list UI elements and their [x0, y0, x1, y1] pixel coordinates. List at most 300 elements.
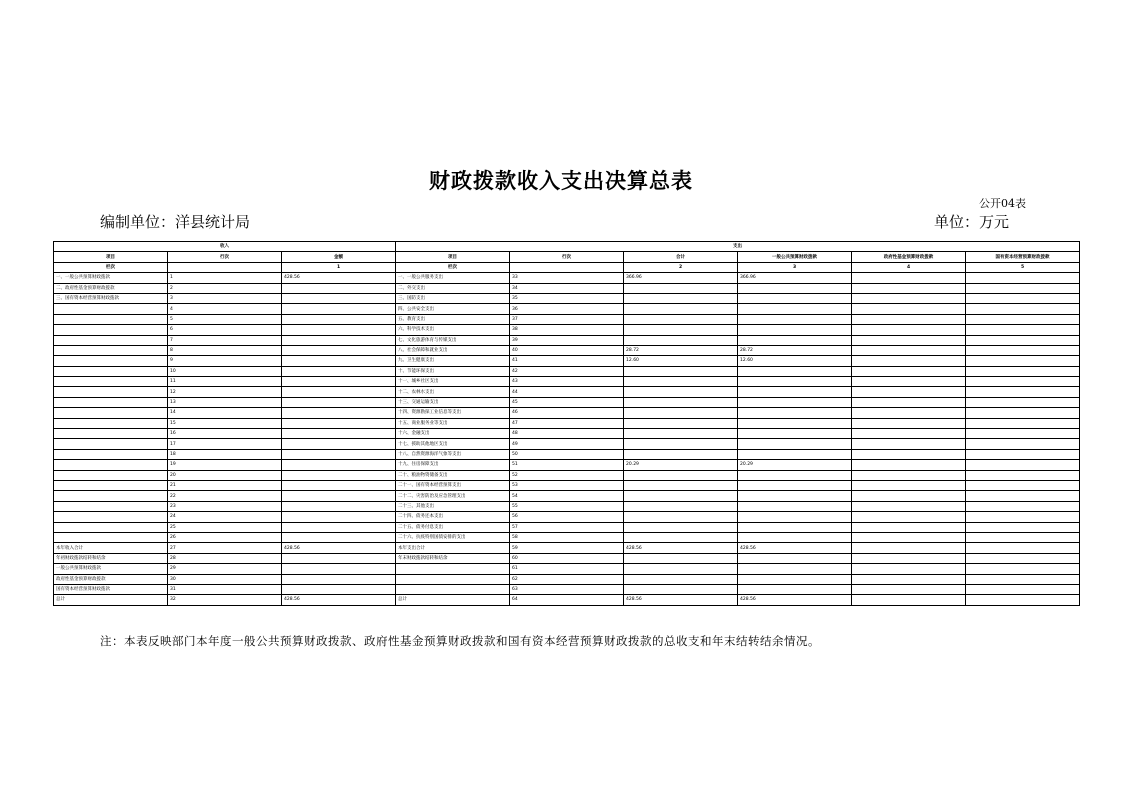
expense-state-capital-cell: [966, 522, 1080, 532]
expense-state-capital-cell: [966, 584, 1080, 594]
expense-row-no-cell: 54: [510, 491, 624, 501]
income-amount-cell: [282, 314, 396, 324]
expense-gov-fund-cell: [852, 532, 966, 542]
income-row-no-cell: 5: [168, 314, 282, 324]
income-amount-cell: [282, 449, 396, 459]
expense-item-cell: 十、节能环保支出: [396, 366, 510, 376]
expense-gov-fund-cell: [852, 408, 966, 418]
expense-gov-fund-cell: [852, 449, 966, 459]
expense-state-capital-cell: [966, 449, 1080, 459]
income-row-no-cell: 22: [168, 491, 282, 501]
expense-total-cell: [624, 304, 738, 314]
table-row: [54, 345, 1080, 355]
expense-row-no-cell: 33: [510, 273, 624, 283]
expense-general-cell: [738, 574, 852, 584]
expense-row-no-cell: 37: [510, 314, 624, 324]
income-row-no-cell: 11: [168, 377, 282, 387]
expense-row-no-cell: 44: [510, 387, 624, 397]
expense-gov-fund-cell: [852, 470, 966, 480]
expense-item-cell: 十七、援助其他地区支出: [396, 439, 510, 449]
income-amount-cell: [282, 439, 396, 449]
expense-state-capital-cell: [966, 387, 1080, 397]
table-body: [54, 273, 1080, 606]
lanci-label: 栏次: [54, 262, 168, 272]
expense-general-cell: 366.96: [738, 273, 852, 283]
income-row-no-cell: 10: [168, 366, 282, 376]
income-amount-cell: [282, 356, 396, 366]
expense-total-cell: [624, 501, 738, 511]
table-row: [54, 335, 1080, 345]
income-item-cell: [54, 429, 168, 439]
expense-item-cell: 二十三、其他支出: [396, 501, 510, 511]
expense-gov-fund-cell: [852, 512, 966, 522]
income-row-no-cell: 28: [168, 553, 282, 563]
expense-row-no-cell: 55: [510, 501, 624, 511]
expense-total-cell: [624, 377, 738, 387]
expense-item-cell: 十五、商业服务业等支出: [396, 418, 510, 428]
income-row-no-cell: 4: [168, 304, 282, 314]
expense-state-capital-cell: [966, 470, 1080, 480]
expense-gov-fund-cell: [852, 491, 966, 501]
income-amount-cell: [282, 522, 396, 532]
income-item-cell: [54, 532, 168, 542]
expense-row-no-cell: 59: [510, 543, 624, 553]
expense-gov-fund-cell: [852, 325, 966, 335]
expense-total-cell: [624, 418, 738, 428]
income-item-cell: 年初财政拨款结转和结余: [54, 553, 168, 563]
expense-gov-fund-cell: [852, 460, 966, 470]
expense-row-no-cell: 64: [510, 595, 624, 605]
income-amount-cell: [282, 418, 396, 428]
income-item-cell: [54, 501, 168, 511]
expense-general-cell: [738, 553, 852, 563]
expense-gov-fund-cell: [852, 387, 966, 397]
income-row-no-cell: 7: [168, 335, 282, 345]
expense-general-cell: [738, 449, 852, 459]
expense-gov-fund-cell: [852, 584, 966, 594]
expense-state-capital-cell: [966, 532, 1080, 542]
expense-item-cell: 二十四、债务还本支出: [396, 512, 510, 522]
expense-total-cell: [624, 397, 738, 407]
income-item-cell: [54, 366, 168, 376]
expense-total-cell: [624, 449, 738, 459]
expense-item-cell: 十八、自然资源海洋气象等支出: [396, 449, 510, 459]
table-row: [54, 584, 1080, 594]
expense-row-no-cell: 42: [510, 366, 624, 376]
col-row-header: 行次: [168, 252, 282, 262]
footnote: 注：本表反映部门本年度一般公共预算财政拨款、政府性基金预算财政拨款和国有资本经营预算财政拨款的总收支和年末结转结余情况。: [100, 634, 820, 648]
expense-general-cell: [738, 501, 852, 511]
income-item-cell: [54, 408, 168, 418]
table-row: [54, 325, 1080, 335]
income-item-cell: [54, 335, 168, 345]
income-item-cell: [54, 480, 168, 490]
expense-item-cell: 三、国防支出: [396, 293, 510, 303]
income-row-no-cell: 26: [168, 532, 282, 542]
expense-general-cell: [738, 408, 852, 418]
currency-unit: 单位：万元: [933, 213, 1009, 231]
income-item-cell: [54, 522, 168, 532]
expense-item-cell: 九、卫生健康支出: [396, 356, 510, 366]
expense-gov-fund-cell: [852, 273, 966, 283]
income-item-cell: [54, 314, 168, 324]
expense-gov-fund-cell: [852, 480, 966, 490]
expense-general-cell: [738, 584, 852, 594]
expense-item-cell: 二十五、债务付息支出: [396, 522, 510, 532]
expense-total-cell: [624, 408, 738, 418]
income-item-cell: [54, 356, 168, 366]
income-row-no-cell: 9: [168, 356, 282, 366]
expense-row-no-cell: 41: [510, 356, 624, 366]
expense-row-no-cell: 51: [510, 460, 624, 470]
expense-general-cell: [738, 418, 852, 428]
expense-general-cell: [738, 491, 852, 501]
expense-state-capital-cell: [966, 366, 1080, 376]
table-row: [54, 304, 1080, 314]
table-row: [54, 314, 1080, 324]
expense-total-cell: [624, 553, 738, 563]
income-amount-cell: 428.56: [282, 543, 396, 553]
expense-general-cell: [738, 429, 852, 439]
income-item-cell: [54, 491, 168, 501]
income-row-no-cell: 6: [168, 325, 282, 335]
expense-item-cell: 本年支出合计: [396, 543, 510, 553]
income-amount-cell: [282, 584, 396, 594]
income-amount-cell: [282, 304, 396, 314]
lanci-num-5: 5: [966, 262, 1080, 272]
expense-total-cell: [624, 584, 738, 594]
expense-item-cell: 十二、农林水支出: [396, 387, 510, 397]
table-row: [54, 553, 1080, 563]
table-row: [54, 470, 1080, 480]
income-item-cell: 二、政府性基金预算财政拨款: [54, 283, 168, 293]
expense-state-capital-cell: [966, 480, 1080, 490]
expense-item-cell: 年末财政拨款结转和结余: [396, 553, 510, 563]
table-row: [54, 522, 1080, 532]
table-row: [54, 273, 1080, 283]
income-row-no-cell: 18: [168, 449, 282, 459]
header-row-lanci: [54, 262, 1080, 272]
expense-gov-fund-cell: [852, 314, 966, 324]
lanci2-empty: [510, 262, 624, 272]
income-item-cell: [54, 345, 168, 355]
expense-row-no-cell: 36: [510, 304, 624, 314]
expense-total-cell: [624, 470, 738, 480]
expense-gov-fund-cell: [852, 335, 966, 345]
income-row-no-cell: 2: [168, 283, 282, 293]
income-row-no-cell: 15: [168, 418, 282, 428]
expense-item-cell: 二十一、国有资本经营预算支出: [396, 480, 510, 490]
income-amount-cell: [282, 335, 396, 345]
income-row-no-cell: 30: [168, 574, 282, 584]
table-row: [54, 283, 1080, 293]
table-row: [54, 491, 1080, 501]
expense-gov-fund-cell: [852, 543, 966, 553]
expense-total-cell: 12.60: [624, 356, 738, 366]
income-amount-cell: [282, 345, 396, 355]
expense-header: 支出: [396, 242, 1080, 252]
expense-state-capital-cell: [966, 345, 1080, 355]
expense-item-cell: 十九、住房保障支出: [396, 460, 510, 470]
expense-gov-fund-cell: [852, 377, 966, 387]
expense-gov-fund-cell: [852, 553, 966, 563]
income-item-cell: [54, 470, 168, 480]
expense-total-cell: [624, 574, 738, 584]
expense-item-cell: 八、社会保障和就业支出: [396, 345, 510, 355]
expense-item-cell: 十三、交通运输支出: [396, 397, 510, 407]
expense-gov-fund-cell: [852, 345, 966, 355]
income-amount-cell: [282, 325, 396, 335]
expense-row-no-cell: 58: [510, 532, 624, 542]
lanci2-label: 栏次: [396, 262, 510, 272]
income-amount-cell: [282, 470, 396, 480]
table-row: [54, 564, 1080, 574]
expense-item-cell: 二十、粮油物资储备支出: [396, 470, 510, 480]
expense-general-cell: [738, 564, 852, 574]
table-row: [54, 387, 1080, 397]
expense-item-cell: 十四、资源勘探工业信息等支出: [396, 408, 510, 418]
expense-row-no-cell: 47: [510, 418, 624, 428]
income-row-no-cell: 1: [168, 273, 282, 283]
expense-state-capital-cell: [966, 543, 1080, 553]
expense-state-capital-cell: [966, 335, 1080, 345]
income-amount-cell: [282, 366, 396, 376]
col-total-header: 合计: [624, 252, 738, 262]
expense-state-capital-cell: [966, 325, 1080, 335]
expense-general-cell: [738, 293, 852, 303]
expense-total-cell: [624, 512, 738, 522]
expense-state-capital-cell: [966, 293, 1080, 303]
table-row: [54, 366, 1080, 376]
expense-row-no-cell: 48: [510, 429, 624, 439]
income-item-cell: 三、国有资本经营预算财政拨款: [54, 293, 168, 303]
income-row-no-cell: 25: [168, 522, 282, 532]
expense-row-no-cell: 40: [510, 345, 624, 355]
expense-total-cell: 20.29: [624, 460, 738, 470]
expense-item-cell: 二十二、灾害防治及应急管理支出: [396, 491, 510, 501]
expense-state-capital-cell: [966, 429, 1080, 439]
expense-row-no-cell: 62: [510, 574, 624, 584]
expense-general-cell: [738, 335, 852, 345]
income-amount-cell: [282, 397, 396, 407]
expense-total-cell: [624, 522, 738, 532]
income-amount-cell: [282, 460, 396, 470]
compiling-unit: 编制单位：洋县统计局: [100, 213, 251, 231]
expense-item-cell: 一、一般公共服务支出: [396, 273, 510, 283]
expense-total-cell: 428.56: [624, 543, 738, 553]
table-row: [54, 356, 1080, 366]
table-row: [54, 543, 1080, 553]
expense-row-no-cell: 46: [510, 408, 624, 418]
income-amount-cell: [282, 574, 396, 584]
expense-total-cell: [624, 293, 738, 303]
income-amount-cell: 428.56: [282, 273, 396, 283]
expense-item-cell: [396, 584, 510, 594]
expense-total-cell: [624, 366, 738, 376]
expense-item-cell: [396, 574, 510, 584]
expense-general-cell: [738, 470, 852, 480]
income-item-cell: [54, 460, 168, 470]
expense-row-no-cell: 63: [510, 584, 624, 594]
expense-gov-fund-cell: [852, 595, 966, 605]
expense-gov-fund-cell: [852, 574, 966, 584]
expense-row-no-cell: 50: [510, 449, 624, 459]
income-item-cell: 国有资本经营预算财政拨款: [54, 584, 168, 594]
table-row: [54, 439, 1080, 449]
income-amount-cell: [282, 377, 396, 387]
expense-general-cell: [738, 366, 852, 376]
expense-general-cell: 428.56: [738, 595, 852, 605]
expense-total-cell: [624, 283, 738, 293]
expense-general-cell: [738, 480, 852, 490]
income-item-cell: 政府性基金预算财政拨款: [54, 574, 168, 584]
expense-state-capital-cell: [966, 356, 1080, 366]
expense-general-cell: [738, 397, 852, 407]
expense-total-cell: [624, 480, 738, 490]
table-row: [54, 429, 1080, 439]
lanci-num-2: 2: [624, 262, 738, 272]
income-item-cell: [54, 512, 168, 522]
income-amount-cell: 428.56: [282, 595, 396, 605]
expense-general-cell: 20.29: [738, 460, 852, 470]
expense-state-capital-cell: [966, 460, 1080, 470]
table-row: [54, 418, 1080, 428]
expense-gov-fund-cell: [852, 522, 966, 532]
col-state-capital-header: 国有资本经营预算财政拨款: [966, 252, 1080, 262]
income-amount-cell: [282, 491, 396, 501]
expense-gov-fund-cell: [852, 564, 966, 574]
expense-row-no-cell: 53: [510, 480, 624, 490]
expense-general-cell: [738, 512, 852, 522]
income-row-no-cell: 3: [168, 293, 282, 303]
expense-general-cell: [738, 377, 852, 387]
income-row-no-cell: 14: [168, 408, 282, 418]
expense-total-cell: [624, 532, 738, 542]
expense-row-no-cell: 38: [510, 325, 624, 335]
expense-total-cell: [624, 491, 738, 501]
expense-row-no-cell: 45: [510, 397, 624, 407]
expense-general-cell: [738, 304, 852, 314]
expense-state-capital-cell: [966, 397, 1080, 407]
income-item-cell: [54, 325, 168, 335]
expense-state-capital-cell: [966, 512, 1080, 522]
expense-row-no-cell: 60: [510, 553, 624, 563]
expense-row-no-cell: 34: [510, 283, 624, 293]
lanci-num-1: 1: [282, 262, 396, 272]
expense-state-capital-cell: [966, 564, 1080, 574]
col-item-header: 项目: [54, 252, 168, 262]
income-amount-cell: [282, 429, 396, 439]
expense-state-capital-cell: [966, 595, 1080, 605]
income-row-no-cell: 27: [168, 543, 282, 553]
col-general-header: 一般公共预算财政拨款: [738, 252, 852, 262]
table-row: [54, 408, 1080, 418]
income-amount-cell: [282, 293, 396, 303]
expense-general-cell: [738, 522, 852, 532]
expense-gov-fund-cell: [852, 366, 966, 376]
expense-state-capital-cell: [966, 283, 1080, 293]
expense-total-cell: 28.72: [624, 345, 738, 355]
expense-row-no-cell: 35: [510, 293, 624, 303]
expense-gov-fund-cell: [852, 397, 966, 407]
expense-state-capital-cell: [966, 553, 1080, 563]
expense-gov-fund-cell: [852, 429, 966, 439]
expense-gov-fund-cell: [852, 356, 966, 366]
income-item-cell: [54, 449, 168, 459]
income-amount-cell: [282, 480, 396, 490]
income-row-no-cell: 12: [168, 387, 282, 397]
expense-row-no-cell: 52: [510, 470, 624, 480]
expense-row-no-cell: 57: [510, 522, 624, 532]
expense-state-capital-cell: [966, 273, 1080, 283]
budget-table: [53, 241, 1080, 606]
expense-gov-fund-cell: [852, 283, 966, 293]
expense-state-capital-cell: [966, 574, 1080, 584]
table-row: [54, 532, 1080, 542]
form-number: 公开04表: [979, 197, 1026, 210]
table-row: [54, 512, 1080, 522]
income-item-cell: [54, 397, 168, 407]
col-item2-header: 项目: [396, 252, 510, 262]
income-item-cell: [54, 304, 168, 314]
income-item-cell: 总计: [54, 595, 168, 605]
expense-gov-fund-cell: [852, 501, 966, 511]
col-gov-fund-header: 政府性基金预算财政拨款: [852, 252, 966, 262]
expense-item-cell: 六、科学技术支出: [396, 325, 510, 335]
income-item-cell: 本年收入合计: [54, 543, 168, 553]
lanci-empty: [168, 262, 282, 272]
expense-general-cell: [738, 439, 852, 449]
lanci-num-3: 3: [738, 262, 852, 272]
expense-total-cell: [624, 564, 738, 574]
report-title: 财政拨款收入支出决算总表: [429, 168, 693, 193]
income-item-cell: [54, 439, 168, 449]
expense-item-cell: 五、教育支出: [396, 314, 510, 324]
header-row-section: [54, 242, 1080, 252]
income-row-no-cell: 8: [168, 345, 282, 355]
expense-general-cell: 12.60: [738, 356, 852, 366]
table-row: [54, 501, 1080, 511]
income-row-no-cell: 19: [168, 460, 282, 470]
table-row: [54, 449, 1080, 459]
expense-general-cell: [738, 325, 852, 335]
income-amount-cell: [282, 532, 396, 542]
expense-total-cell: [624, 429, 738, 439]
income-row-no-cell: 17: [168, 439, 282, 449]
table-row: [54, 377, 1080, 387]
income-row-no-cell: 31: [168, 584, 282, 594]
expense-state-capital-cell: [966, 408, 1080, 418]
expense-total-cell: [624, 439, 738, 449]
expense-total-cell: 366.96: [624, 273, 738, 283]
expense-row-no-cell: 39: [510, 335, 624, 345]
income-item-cell: [54, 377, 168, 387]
income-item-cell: [54, 387, 168, 397]
income-row-no-cell: 21: [168, 480, 282, 490]
expense-state-capital-cell: [966, 304, 1080, 314]
income-amount-cell: [282, 283, 396, 293]
expense-item-cell: 四、公共安全支出: [396, 304, 510, 314]
col-amount-header: 金额: [282, 252, 396, 262]
expense-total-cell: [624, 314, 738, 324]
income-item-cell: 一般公共预算财政拨款: [54, 564, 168, 574]
expense-state-capital-cell: [966, 314, 1080, 324]
income-amount-cell: [282, 387, 396, 397]
expense-item-cell: 二十六、抗疫特别国债安排的支出: [396, 532, 510, 542]
expense-total-cell: [624, 335, 738, 345]
expense-general-cell: [738, 532, 852, 542]
income-amount-cell: [282, 512, 396, 522]
